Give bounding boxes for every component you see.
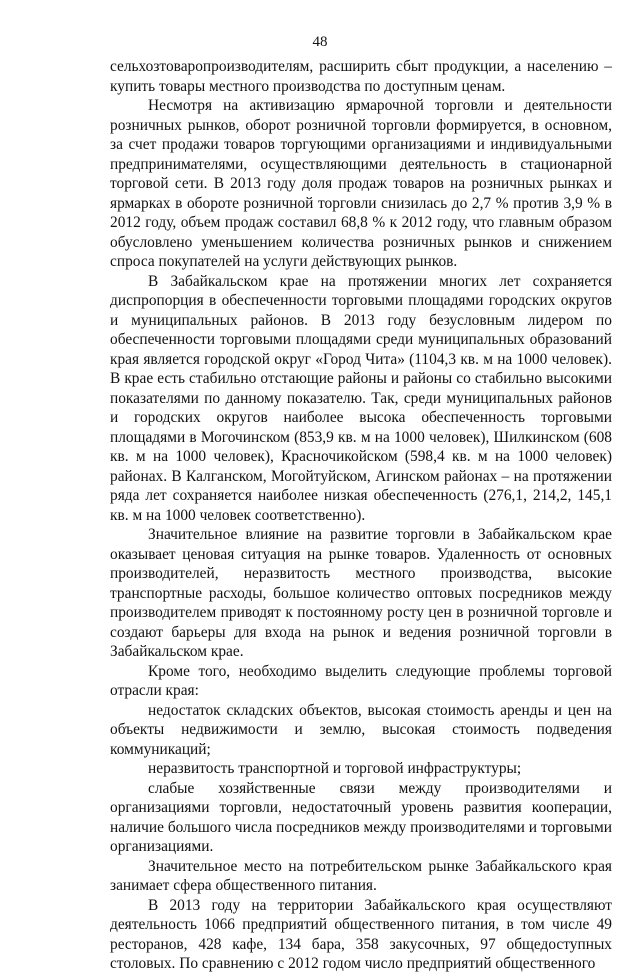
problem-item-infrastructure: неразвитость транспортной и торговой инфраструктуры; — [148, 760, 522, 777]
paragraph-catering-intro: Значительное место на потребительском рынке Забайкальского края занимает сфера общественного питания. — [110, 857, 612, 894]
paragraph-fair-trade: Несмотря на активизацию ярмарочной торговли и деятельности розничных рынков, оборот розничной торговли формируется, в основном, за счет продажи товаров торгующими организациями и индивидуальными предпринимателями, осуществляющими деятельность в стационарной торговой сети. В 2013 году доля продаж товаров на розничных рынках и ярмарках в обороте розничной торговли снизилась до 2,7 % против 3,9 % в 2012 году, объем продаж составил 68,8 % к 2012 году, что главным образом обусловлено уменьшением количества розничных рынков и снижением спроса покупателей на услуги действующих рынков. — [110, 97, 612, 270]
paragraph-problems-intro: Кроме того, необходимо выделить следующие проблемы торговой отрасли края: — [110, 662, 612, 699]
paragraph-retail-space: В Забайкальском крае на протяжении многих лет сохраняется диспропорция в обеспеченности торговыми площадями городских округов и муниципальных районов. В 2013 году безусловным лидером по обеспеченности торговыми площадями среди муниципальных образований края является городской округ «Город Чита» (1104,3 кв. м на 1000 человек). В крае есть стабильно отстающие районы и районы со стабильно высокими показателями по данному показателю. Так, среди муниципальных районов и городских округов наиболее высока обеспеченность торговыми площадями в Могочинском (853,9 кв. м на 1000 человек), Шилкинском (608 кв. м на 1000 человек), Красночикойском (598,4 кв. м на 1000 человек) районах. В Калганском, Могойтуйском, Агинском районах – на протяжении ряда лет сохраняется наиболее низкая обеспеченность (276,1, 214,2, 145,1 кв. м на 1000 человек соответственно). — [110, 272, 612, 524]
problem-item-economic-ties: слабые хозяйственные связи между производителями и организациями торговли, недостаточный уровень развития кооперации, наличие большого числа посредников между производителями и торговыми организациями. — [110, 779, 612, 855]
paragraph-continuation: сельхозтоваропроизводителям, расширить сбыт продукции, а населению – купить товары местного производства по доступным ценам. — [110, 58, 612, 95]
page-number: 48 — [312, 34, 328, 50]
problem-item-warehouses: недостаток складских объектов, высокая стоимость аренды и цен на объекты недвижимости и землю, высокая стоимость подведения коммуникаций; — [110, 701, 612, 758]
paragraph-catering-stats: В 2013 году на территории Забайкальского края осуществляют деятельность 1066 предприятий общественного питания, в том числе 49 ресторанов, 428 кафе, 134 бара, 358 закусочных, 97 общедоступных столовых. По сравнению с 2012 годом число предприятий общественного — [110, 896, 612, 972]
body-text — [110, 57, 612, 974]
paragraph-price-situation: Значительное влияние на развитие торговли в Забайкальском крае оказывает ценовая ситуация на рынке товаров. Удаленность от основных производителей, неразвитость местного производства, высокие транспортные расходы, большое количество оптовых посредников между производителем приводят к постоянному росту цен в розничной торговле и создают барьеры для входа на рынок и ведения розничной торговли в Забайкальском крае. — [110, 526, 612, 660]
